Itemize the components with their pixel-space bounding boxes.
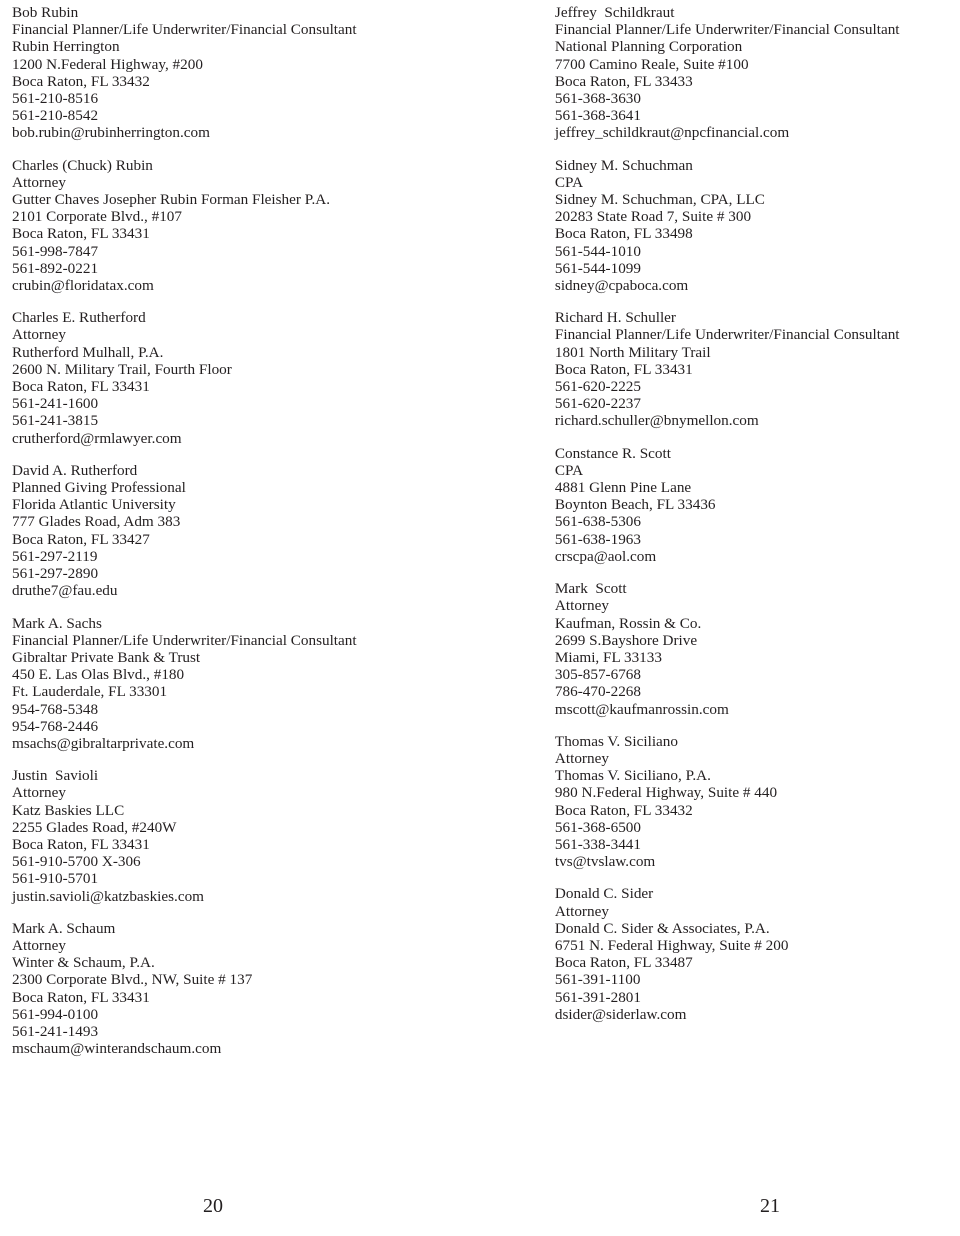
right-page-number: 21: [760, 1195, 780, 1217]
entry-title: Attorney: [554, 902, 609, 920]
entry-fax: 561-297-2890: [12, 565, 99, 583]
entry-address: 777 Glades Road, Adm 383: [12, 513, 181, 531]
entry-city-state-zip: Boynton Beach, FL 33436: [554, 496, 716, 514]
entry-fax: 561-241-1493: [12, 1022, 99, 1040]
entry-phone: 561-620-2225: [554, 378, 641, 396]
entry-email: crubin@floridatax.com: [12, 277, 154, 295]
entry-city-state-zip: Boca Raton, FL 33498: [554, 225, 693, 243]
directory-entry: [12, 615, 465, 753]
entry-phone: 561-210-8516: [12, 90, 99, 108]
entry-email: msachs@gibraltarprivate.com: [12, 734, 195, 752]
entry-email: bob.rubin@rubinherrington.com: [12, 124, 210, 142]
entry-address: 2255 Glades Road, #240W: [12, 818, 177, 836]
entry-email: richard.schuller@bnymellon.com: [554, 412, 759, 430]
entry-name: Constance R. Scott: [554, 444, 671, 462]
directory-entry: [555, 157, 942, 295]
left-column: [8, 4, 475, 1072]
entry-title: Attorney: [554, 597, 609, 615]
entry-company: Thomas V. Siciliano, P.A.: [554, 767, 711, 785]
entry-title: Financial Planner/Life Underwriter/Financial Consultant: [12, 21, 357, 39]
entry-fax: 561-910-5701: [12, 870, 99, 888]
entry-title: CPA: [554, 173, 584, 191]
entry-address: 4881 Glenn Pine Lane: [554, 479, 692, 497]
entry-phone: 561-638-5306: [554, 513, 641, 531]
entry-city-state-zip: Boca Raton, FL 33432: [12, 72, 150, 90]
entry-company: Gibraltar Private Bank & Trust: [12, 648, 201, 666]
entry-name: David A. Rutherford: [12, 461, 138, 479]
entry-company: Florida Atlantic University: [12, 496, 176, 514]
entry-email: crscpa@aol.com: [554, 547, 657, 565]
entry-title: Financial Planner/Life Underwriter/Financial Consultant: [554, 326, 900, 344]
entry-title: Attorney: [12, 173, 66, 191]
entry-phone: 561-297-2119: [12, 547, 98, 565]
entry-email: druthe7@fau.edu: [12, 582, 118, 600]
entry-address: 450 E. Las Olas Blvd., #180: [12, 666, 185, 684]
entry-fax: 954-768-2446: [12, 717, 99, 735]
directory-entry: [12, 309, 465, 447]
entry-title: Attorney: [554, 749, 609, 767]
entry-name: Charles E. Rutherford: [12, 309, 146, 327]
entry-name: Donald C. Sider: [554, 885, 654, 903]
entry-company: Kaufman, Rossin & Co.: [554, 614, 702, 632]
entry-title: Attorney: [12, 326, 66, 344]
directory-entry: [12, 920, 465, 1058]
entry-address: 2600 N. Military Trail, Fourth Floor: [12, 360, 232, 378]
entry-name: Jeffrey Schildkraut: [554, 4, 675, 21]
entry-company: National Planning Corporation: [554, 38, 743, 56]
entry-city-state-zip: Boca Raton, FL 33433: [554, 72, 693, 90]
entry-fax: 786-470-2268: [554, 683, 641, 701]
entry-phone: 561-368-3630: [554, 90, 641, 108]
entry-phone: 305-857-6768: [554, 666, 641, 684]
entry-company: Rubin Herrington: [12, 38, 120, 56]
entry-fax: 561-544-1099: [554, 259, 641, 277]
entry-name: Thomas V. Siciliano: [554, 732, 678, 750]
entry-company: Donald C. Sider & Associates, P.A.: [554, 919, 770, 937]
entry-company: Rutherford Mulhall, P.A.: [12, 343, 164, 361]
entry-address: 980 N.Federal Highway, Suite # 440: [554, 784, 778, 802]
entry-fax: 561-368-3641: [554, 107, 641, 125]
entry-company: Katz Baskies LLC: [12, 801, 125, 819]
entry-name: Mark A. Schaum: [12, 919, 116, 937]
entry-fax: 561-638-1963: [554, 530, 641, 548]
entry-fax: 561-620-2237: [554, 395, 641, 413]
entry-fax: 561-210-8542: [12, 107, 99, 125]
entry-email: jeffrey_schildkraut@npcfinancial.com: [554, 124, 790, 142]
entry-city-state-zip: Boca Raton, FL 33431: [12, 988, 150, 1006]
entry-name: Bob Rubin: [12, 4, 79, 21]
directory-entry: [12, 767, 465, 905]
entry-title: Financial Planner/Life Underwriter/Financial Consultant: [554, 21, 900, 39]
right-column: [475, 4, 942, 1038]
directory-entry: [555, 4, 942, 142]
entry-email: crutherford@rmlawyer.com: [12, 429, 182, 447]
entry-name: Mark Scott: [554, 580, 627, 598]
entry-company: Winter & Schaum, P.A.: [12, 954, 155, 972]
entry-city-state-zip: Boca Raton, FL 33432: [554, 801, 693, 819]
entry-company: Sidney M. Schuchman, CPA, LLC: [554, 191, 765, 209]
left-page-number: 20: [203, 1195, 223, 1217]
entry-name: Sidney M. Schuchman: [554, 156, 693, 174]
entry-phone: 561-368-6500: [554, 818, 641, 836]
two-column-layout: [0, 4, 960, 1072]
entry-fax: 561-892-0221: [12, 259, 99, 277]
entry-address: 1200 N.Federal Highway, #200: [12, 55, 203, 73]
entry-phone: 561-241-1600: [12, 395, 99, 413]
entry-city-state-zip: Boca Raton, FL 33431: [12, 835, 150, 853]
entry-title: CPA: [554, 461, 584, 479]
entry-title: Attorney: [12, 784, 66, 802]
directory-entry: [12, 157, 465, 295]
entry-city-state-zip: Boca Raton, FL 33431: [12, 225, 150, 243]
directory-entry: [12, 462, 465, 600]
directory-entry: [555, 309, 942, 429]
entry-address: 20283 State Road 7, Suite # 300: [554, 208, 752, 226]
page-footer: [0, 1194, 960, 1218]
entry-company: Gutter Chaves Josepher Rubin Forman Fleisher P.A.: [12, 191, 331, 209]
directory-entry: [555, 885, 942, 1023]
entry-city-state-zip: Miami, FL 33133: [554, 648, 662, 666]
entry-name: Richard H. Schuller: [554, 309, 676, 327]
directory-entry: [555, 733, 942, 871]
entry-city-state-zip: Boca Raton, FL 33427: [12, 530, 150, 548]
entry-title: Financial Planner/Life Underwriter/Financial Consultant: [12, 631, 357, 649]
directory-entry: [12, 4, 465, 142]
directory-entry: [555, 580, 942, 718]
entry-address: 1801 North Military Trail: [554, 343, 711, 361]
entry-address: 6751 N. Federal Highway, Suite # 200: [554, 936, 789, 954]
entry-email: sidney@cpaboca.com: [554, 277, 689, 295]
entry-title: Attorney: [12, 936, 66, 954]
entry-email: mscott@kaufmanrossin.com: [554, 700, 729, 718]
entry-phone: 561-998-7847: [12, 242, 99, 260]
entry-phone: 561-994-0100: [12, 1005, 99, 1023]
entry-fax: 561-241-3815: [12, 412, 99, 430]
entry-name: Mark A. Sachs: [12, 614, 102, 632]
entry-city-state-zip: Boca Raton, FL 33431: [554, 360, 693, 378]
entry-name: Justin Savioli: [12, 767, 99, 785]
entry-title: Planned Giving Professional: [12, 479, 186, 497]
entry-email: mschaum@winterandschaum.com: [12, 1040, 222, 1058]
entry-phone: 561-544-1010: [554, 242, 641, 260]
entry-address: 2699 S.Bayshore Drive: [554, 631, 698, 649]
entry-email: dsider@siderlaw.com: [554, 1005, 687, 1023]
entry-city-state-zip: Ft. Lauderdale, FL 33301: [12, 683, 168, 701]
entry-address: 2300 Corporate Blvd., NW, Suite # 137: [12, 971, 253, 989]
entry-phone: 561-910-5700 X-306: [12, 853, 141, 871]
entry-city-state-zip: Boca Raton, FL 33431: [12, 378, 150, 396]
entry-phone: 954-768-5348: [12, 700, 99, 718]
entry-name: Charles (Chuck) Rubin: [12, 156, 153, 174]
entry-email: tvs@tvslaw.com: [554, 853, 656, 871]
entry-address: 2101 Corporate Blvd., #107: [12, 208, 182, 226]
entry-city-state-zip: Boca Raton, FL 33487: [554, 954, 693, 972]
entry-email: justin.savioli@katzbaskies.com: [12, 887, 204, 905]
entry-fax: 561-338-3441: [554, 835, 641, 853]
entry-fax: 561-391-2801: [554, 988, 641, 1006]
entry-phone: 561-391-1100: [554, 971, 641, 989]
entry-address: 7700 Camino Reale, Suite #100: [554, 55, 749, 73]
directory-entry: [555, 445, 942, 565]
